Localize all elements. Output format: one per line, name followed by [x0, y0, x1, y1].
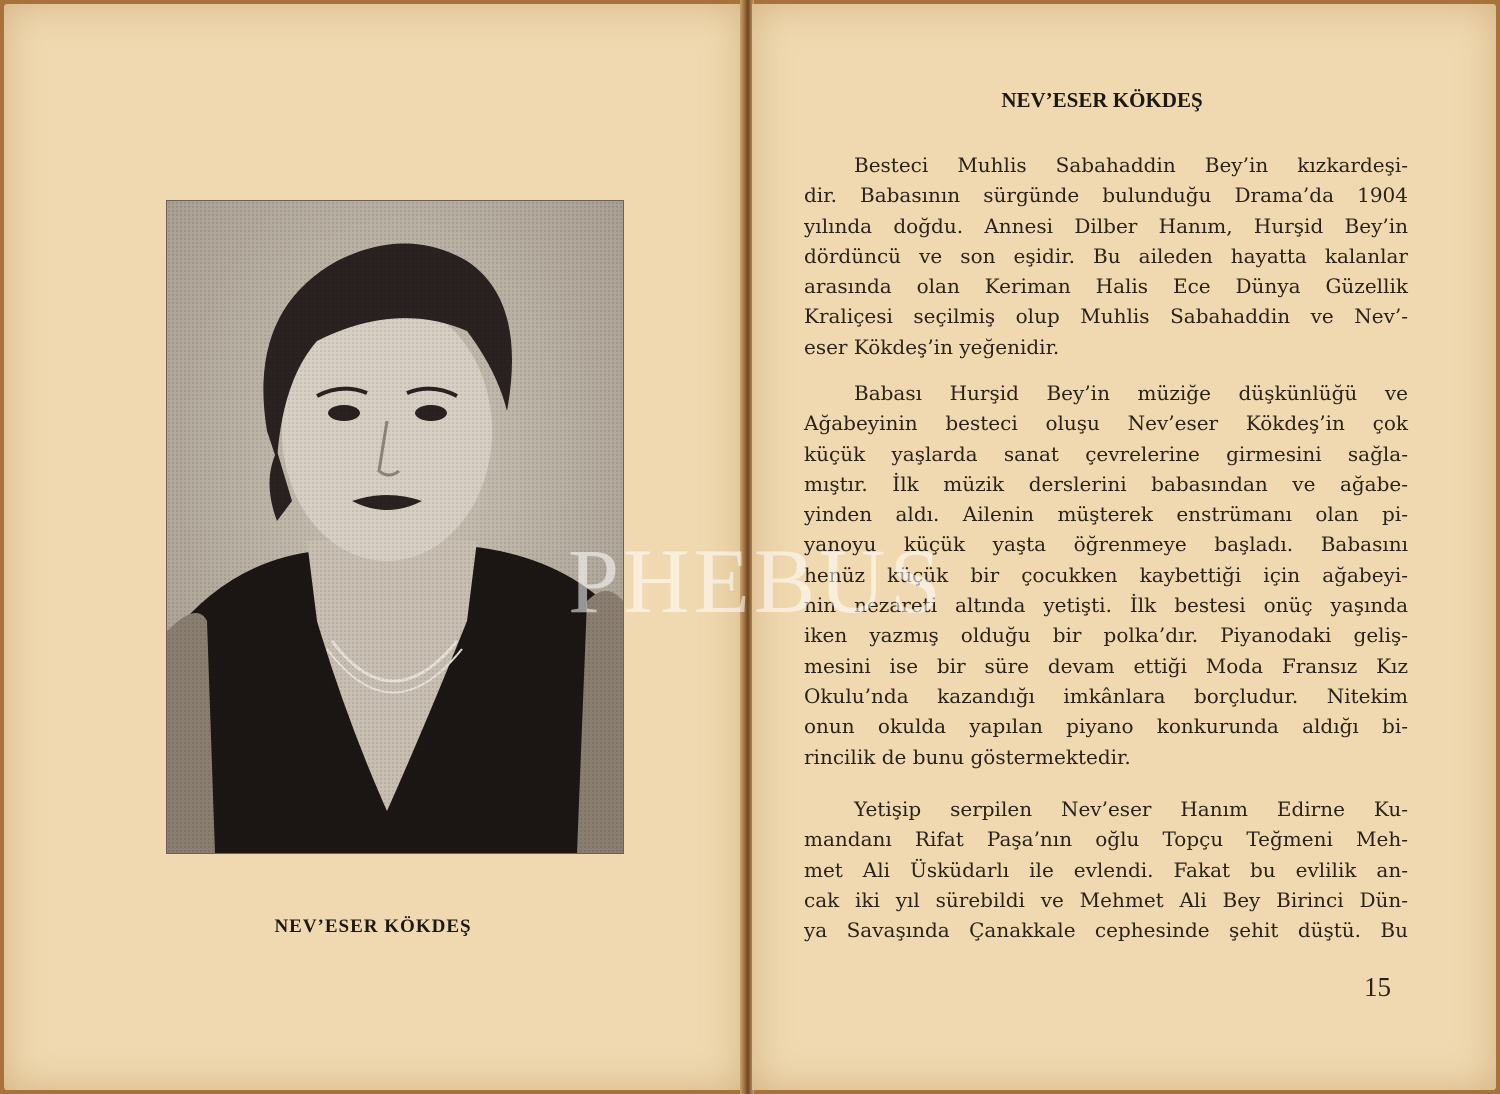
text-line: yılında doğdu. Annesi Dilber Hanım, Hurşid Bey’in: [804, 213, 1408, 238]
text-line: Ağabeyinin besteci oluşu Nev’eser Kökdeş’in çok: [804, 411, 1408, 436]
paragraph-3: [804, 794, 1408, 945]
text-line: Yetişip serpilen Nev’eser Hanım Edirne Ku-: [854, 797, 1408, 821]
watermark: PHEBUS: [568, 530, 945, 632]
text-line: mesini ise bir süre devam ettiği Moda Fransız Kız: [804, 653, 1408, 678]
portrait-image: [167, 201, 623, 853]
text-line: cak iki yıl sürebildi ve Mehmet Ali Bey Birinci Dün-: [804, 887, 1408, 912]
text-line: nin nezareti altında yetişti. İlk bestesi onüç yaşında: [804, 593, 1408, 618]
portrait-photo: [166, 200, 624, 854]
text-line: mandanı Rifat Paşa’nın oğlu Topçu Teğmeni Meh-: [804, 827, 1408, 852]
text-line: yanoyu küçük yaşta öğrenmeye başladı. Babasını: [804, 532, 1408, 557]
text-line: Babası Hurşid Bey’in müziğe düşkünlüğü ve: [854, 381, 1408, 405]
text-line: met Ali Üsküdarlı ile evlendi. Fakat bu evlilik an-: [804, 857, 1408, 882]
text-line: Okulu’nda kazandığı imkânlara borçludur. Nitekim: [804, 683, 1408, 708]
text-line: küçük yaşlarda sanat çevrelerine girmesini sağla-: [804, 441, 1408, 466]
paragraph-1: [804, 150, 1408, 362]
text-line: arasında olan Keriman Halis Ece Dünya Güzellik: [804, 274, 1408, 299]
text-line: ya Savaşında Çanakkale cephesinde şehit düştü. Bu: [804, 918, 1408, 943]
photo-caption: NEV’ESER KÖKDEŞ: [274, 916, 472, 937]
text-line: onun okulda yapılan piyano konkurunda aldığı bi-: [804, 714, 1408, 739]
text-line: mıştır. İlk müzik derslerini babasından ve ağabe-: [804, 471, 1408, 496]
text-line: yinden aldı. Ailenin müşterek enstrümanı olan pi-: [804, 502, 1408, 527]
text-line: dördüncü ve son eşidir. Bu aileden hayatta kalanlar: [804, 243, 1408, 268]
text-line: rincilik de bunu göstermektedir.: [804, 744, 1131, 769]
text-line: Besteci Muhlis Sabahaddin Bey’in kızkardeşi-: [854, 153, 1408, 177]
text-line: Kraliçesi seçilmiş olup Muhlis Sabahaddin ve Nev’-: [804, 304, 1408, 329]
text-line: dir. Babasının sürgünde bulunduğu Drama’da 1904: [804, 183, 1408, 208]
text-line: henüz küçük bir çocukken kaybettiği için ağabeyi-: [804, 562, 1408, 587]
text-line: iken yazmış olduğu bir polka’dır. Piyanodaki geliş-: [804, 623, 1408, 648]
page-number: 15: [1364, 972, 1391, 1002]
chapter-title: NEV’ESER KÖKDEŞ: [1001, 88, 1203, 112]
text-line: eser Kökdeş’in yeğenidir.: [804, 334, 1060, 359]
